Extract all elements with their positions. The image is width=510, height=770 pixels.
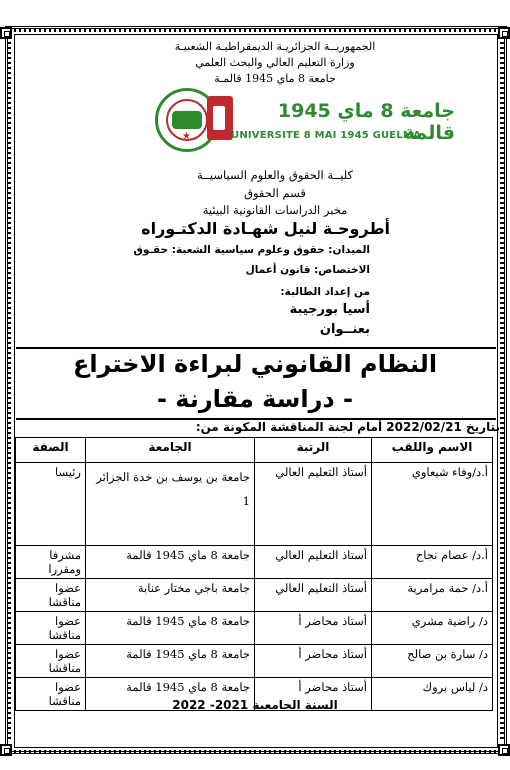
title-label: بعنــوان <box>319 322 370 337</box>
column-header-name: الاسم واللقب <box>372 438 493 463</box>
university-name: جامعة 8 ماي 1945 قالمـة <box>214 72 336 85</box>
member-rank: أستاذ محاضر أ <box>255 678 372 711</box>
thesis-heading: أطروحـة لنيل شهـادة الدكتـوراه <box>141 219 390 238</box>
university-monogram-icon <box>207 96 233 140</box>
member-name: د/ لياس بروك <box>372 678 493 711</box>
member-name: د/ راضية مشري <box>372 612 493 645</box>
table-row <box>16 579 493 612</box>
member-rank: أستاذ التعليم العالي <box>255 546 372 579</box>
university-emblem-icon: ★ <box>155 88 219 152</box>
logo-french-text: UNIVERSITE 8 MAI 1945 GUELMA <box>231 130 422 141</box>
member-university: جامعة 8 ماي 1945 قالمة <box>86 678 255 711</box>
column-header-role: الصفة <box>16 438 86 463</box>
republic-name: الجمهوريــة الجزائريـة الديمقراطيـة الشعبيـة <box>174 40 376 53</box>
member-role: عضوا مناقشا <box>16 612 86 645</box>
member-rank: أستاذ التعليم العالي <box>255 463 372 546</box>
student-name: أسيا بورجيبة <box>289 302 370 317</box>
ministry-name: وزارة التعليم العالي والبحث العلمي <box>195 56 355 69</box>
member-name: د/ سارة بن صالح <box>372 645 493 678</box>
member-role: رئيسا <box>16 463 86 546</box>
committee-table <box>15 437 493 711</box>
committee-intro: بتاريخ 2022/02/21 أمام لجنة المناقشة المكونة من: <box>195 420 500 434</box>
border-corner-bottom-left <box>0 744 12 756</box>
member-university: جامعة 8 ماي 1945 قالمة <box>86 645 255 678</box>
table-row <box>16 546 493 579</box>
table-row <box>16 645 493 678</box>
thesis-title-line2: - دراسة مقارنة - <box>156 385 354 413</box>
member-rank: أستاذ محاضر أ <box>255 645 372 678</box>
committee-header-row <box>16 438 493 463</box>
thesis-specialty: الاختصاص: قانون أعمال <box>245 264 370 276</box>
table-row <box>16 463 493 546</box>
member-name: أ.د/ عصام نجاح <box>372 546 493 579</box>
border-corner-top-right <box>498 27 510 39</box>
border-corner-top-left <box>0 27 12 39</box>
faculty-name: كليــة الحقوق والعلوم السياسيــة <box>196 168 354 182</box>
member-rank: أستاذ محاضر أ <box>255 612 372 645</box>
member-university: جامعة باجي مختار عنابة <box>86 579 255 612</box>
thesis-field: الميدان: حقوق وعلوم سياسية الشعبة: حقـوق <box>133 244 370 256</box>
border-corner-bottom-right <box>498 744 510 756</box>
column-header-rank: الرتبة <box>255 438 372 463</box>
academic-year: السنة الجامعية 2021- 2022 <box>172 698 338 712</box>
column-header-university: الجامعة <box>86 438 255 463</box>
prepared-by-label: من إعداد الطالبة: <box>280 286 370 298</box>
member-rank: أستاذ التعليم العالي <box>255 579 372 612</box>
border-dots-bottom <box>14 750 496 753</box>
logo-arabic-text: جامعة 8 ماي 1945 قالمة <box>277 100 455 144</box>
university-logo <box>155 86 455 164</box>
member-role: عضوا مناقشا <box>16 645 86 678</box>
table-row <box>16 612 493 645</box>
member-university: جامعة بن يوسف بن خدة الجزائر 1 <box>86 463 255 546</box>
member-name: أ.د/وفاء شيعاوي <box>372 463 493 546</box>
member-role: عضوا مناقشا <box>16 579 86 612</box>
member-role: عضوا مناقشا <box>16 678 86 711</box>
member-university: جامعة 8 ماي 1945 قالمة <box>86 612 255 645</box>
thesis-title-line1: النظام القانوني لبراءة الاختراع <box>72 350 438 378</box>
lab-name: مخبر الدراسات القانونية البيئية <box>202 203 348 217</box>
member-role: مشرفا ومقررا <box>16 546 86 579</box>
member-name: أ.د/ حمة مرامرية <box>372 579 493 612</box>
department-name: قسم الحقوق <box>244 186 306 200</box>
member-university: جامعة 8 ماي 1945 قالمة <box>86 546 255 579</box>
border-dots-top <box>14 29 496 32</box>
